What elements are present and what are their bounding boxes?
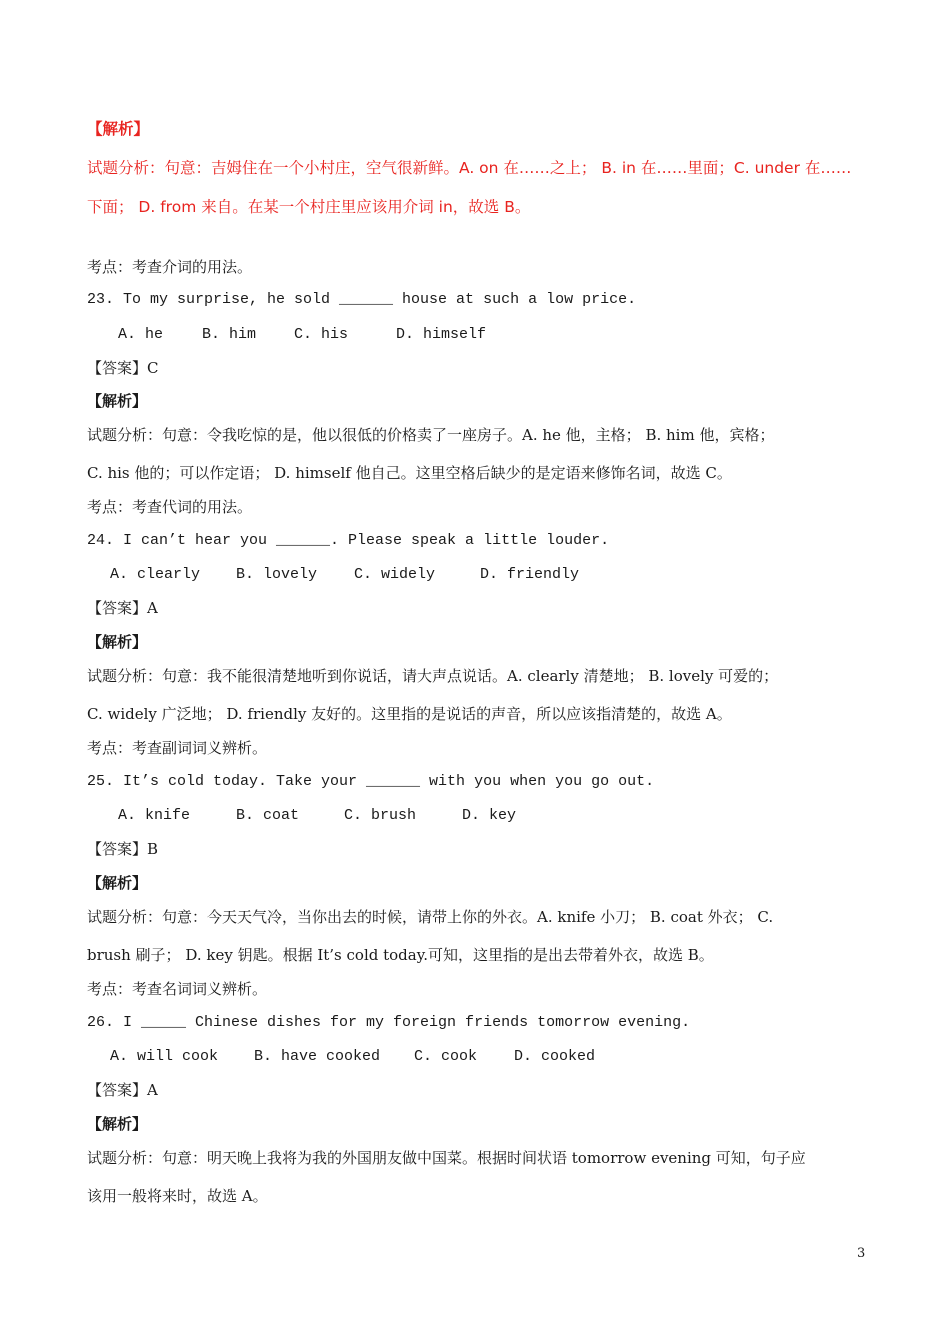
option: C. cook (414, 1048, 478, 1065)
question-stem: 25. It’s cold today. Take your ______ with you when you go out. (87, 773, 655, 790)
option: B. coat (236, 807, 300, 824)
question-stem: 24. I can’t hear you ______. Please speak a little louder. (87, 532, 610, 549)
question-options (110, 565, 579, 585)
option: A. will cook (110, 1048, 219, 1065)
analysis-text: C. his 他的；可以作定语； D. himself 他自己。这里空格后缺少的是定语来修饰名词，故选 C。 (87, 464, 732, 482)
knowledge-point: 考点：考查介词的用法。 (87, 258, 253, 276)
option: D. friendly (480, 566, 580, 583)
answer: 【答案】A (87, 1081, 158, 1099)
option: B. him (202, 326, 257, 343)
page-number: 3 (857, 1246, 866, 1261)
option: A. he (118, 326, 164, 343)
option: C. his (294, 326, 349, 343)
question-stem: 26. I _____ Chinese dishes for my foreign friends tomorrow evening. (87, 1014, 691, 1031)
option: D. key (462, 807, 517, 824)
option: D. himself (396, 326, 487, 343)
analysis-label: 【解析】 (87, 120, 150, 138)
analysis-label: 【解析】 (87, 392, 148, 410)
knowledge-point: 考点：考查副词词义辨析。 (87, 739, 268, 757)
option: C. brush (344, 807, 417, 824)
analysis-text: 下面； D. from 来自。在某一个村庄里应该用介词 in，故选 B。 (87, 198, 531, 216)
answer: 【答案】A (87, 599, 158, 617)
knowledge-point: 考点：考查代词的用法。 (87, 498, 253, 516)
answer: 【答案】C (87, 359, 159, 377)
option: A. clearly (110, 566, 201, 583)
question-options (110, 1047, 595, 1067)
option: D. cooked (514, 1048, 596, 1065)
option: B. lovely (236, 566, 318, 583)
analysis-text: 该用一般将来时，故选 A。 (87, 1187, 268, 1205)
analysis-text: C. widely 广泛地； D. friendly 友好的。这里指的是说话的声音，所以应该指清楚的，故选 A。 (87, 705, 732, 723)
knowledge-point: 考点：考查名词词义辨析。 (87, 980, 268, 998)
answer: 【答案】B (87, 840, 159, 858)
question-options (118, 806, 516, 826)
question-stem: 23. To my surprise, he sold ______ house at such a low price. (87, 291, 637, 308)
analysis-text: 试题分析：句意：令我吃惊的是，他以很低的价格卖了一座房子。A. he 他，主格； B. him 他，宾格； (87, 426, 775, 444)
analysis-text: 试题分析：句意：吉姆住在一个小村庄，空气很新鲜。A. on 在……之上； B. in 在……里面；C. under 在…… (87, 159, 852, 177)
analysis-label: 【解析】 (87, 1115, 148, 1133)
analysis-text: 试题分析：句意：明天晚上我将为我的外国朋友做中国菜。根据时间状语 tomorrow evening 可知，句子应 (87, 1149, 806, 1167)
analysis-text: 试题分析：句意：我不能很清楚地听到你说话，请大声点说话。A. clearly 清楚地； B. lovely 可爱的； (87, 667, 779, 685)
question-options (118, 325, 486, 345)
analysis-text: brush 刷子； D. key 钥匙。根据 It’s cold today.可知，这里指的是出去带着外衣，故选 B。 (87, 946, 714, 964)
analysis-label: 【解析】 (87, 633, 148, 651)
option: B. have cooked (254, 1048, 381, 1065)
analysis-text: 试题分析：句意：今天天气冷，当你出去的时候，请带上你的外衣。A. knife 小刀； B. coat 外衣； C. (87, 908, 774, 926)
option: C. widely (354, 566, 436, 583)
analysis-label: 【解析】 (87, 874, 148, 892)
option: A. knife (118, 807, 191, 824)
